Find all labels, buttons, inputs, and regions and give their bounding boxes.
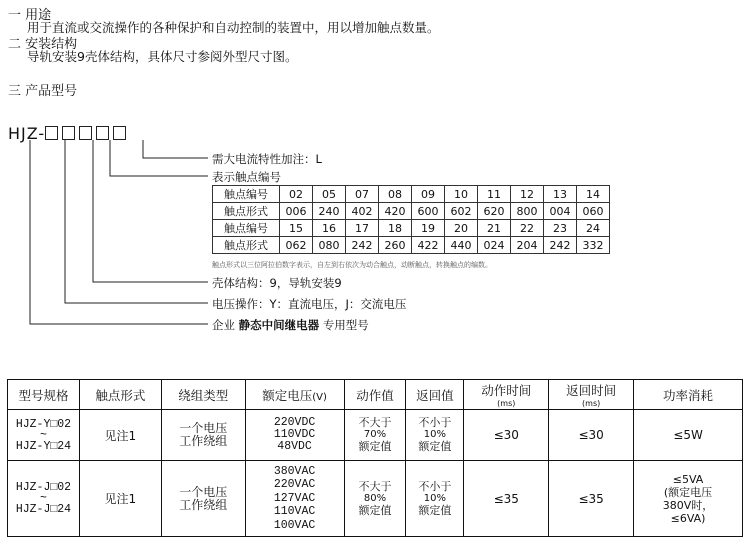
header-model: 型号规格	[8, 380, 80, 410]
coil-line-1: 一个电压	[179, 421, 228, 435]
cell-contact: 见注1	[79, 410, 161, 461]
dropout-line-1: 不小于	[418, 479, 452, 493]
header-op-time-unit: (ms)	[497, 399, 516, 408]
code-cell: 18	[379, 220, 412, 237]
code-cell: 14	[577, 186, 610, 203]
cell-coil	[161, 461, 245, 537]
cell-voltage	[245, 410, 344, 461]
voltage-value: 110VAC	[273, 505, 316, 519]
model-start: HJZ-J□02	[15, 481, 72, 494]
cell-dropout	[406, 461, 464, 537]
header-ret-time	[549, 380, 634, 410]
voltage-value: 127VAC	[273, 491, 316, 505]
code-cell: 08	[379, 186, 412, 203]
cell-op-time: ≤30	[464, 410, 549, 461]
dropout-line-3: 额定值	[418, 503, 452, 517]
code-cell: 332	[577, 237, 610, 254]
header-dropout: 返回值	[406, 380, 464, 410]
label-enterprise-a: 企业	[212, 318, 235, 332]
code-cell: 024	[478, 237, 511, 254]
code-cell: 15	[280, 220, 313, 237]
model-end: HJZ-Y□24	[15, 439, 72, 453]
code-cell: 07	[346, 186, 379, 203]
code-row-header: 触点编号	[213, 186, 280, 203]
code-row	[213, 186, 610, 203]
pickup-line-1: 不大于	[358, 479, 392, 493]
label-housing: 壳体结构：9，导轨安装9	[212, 276, 342, 290]
model-prefix: HJZ-	[8, 124, 46, 143]
code-cell: 242	[544, 237, 577, 254]
code-cell: 11	[478, 186, 511, 203]
code-cell: 21	[478, 220, 511, 237]
header-pickup: 动作值	[344, 380, 406, 410]
code-row-header: 触点编号	[213, 220, 280, 237]
code-cell: 800	[511, 203, 544, 220]
power-line-1: ≤5VA	[672, 472, 704, 486]
pickup-line-2: 80%	[363, 492, 387, 504]
label-enterprise-b: 静态中间继电器	[238, 318, 320, 332]
dropout-line-1: 不小于	[418, 416, 452, 429]
code-cell: 006	[280, 203, 313, 220]
code-cell: 600	[412, 203, 445, 220]
pickup-line-3: 额定值	[358, 503, 392, 517]
contact-form-note: 触点形式以三位阿拉伯数字表示，自左到右依次为动合触点，动断触点，转换触点的编数。	[212, 261, 492, 269]
power-line-3: 380V时，	[662, 498, 714, 512]
cell-contact: 见注1	[79, 461, 161, 537]
spec-header-row	[8, 380, 743, 410]
dropout-line-2: 10%	[423, 492, 446, 504]
model-tilde: ~	[40, 428, 47, 442]
code-row	[213, 220, 610, 237]
header-ret-time-label: 返回时间	[566, 383, 617, 398]
cell-ret-time: ≤35	[549, 461, 634, 537]
code-cell: 22	[511, 220, 544, 237]
pickup-line-3: 额定值	[358, 440, 392, 453]
model-tilde: ~	[40, 492, 47, 505]
dropout-line-3: 额定值	[418, 440, 452, 453]
code-cell: 12	[511, 186, 544, 203]
code-cell: 23	[544, 220, 577, 237]
code-cell: 402	[346, 203, 379, 220]
cell-op-time: ≤35	[464, 461, 549, 537]
dropout-line-2: 10%	[423, 429, 446, 440]
header-coil: 绕组类型	[161, 380, 245, 410]
header-op-time	[464, 380, 549, 410]
cell-dropout	[406, 410, 464, 461]
label-enterprise	[212, 317, 369, 333]
section-1-text: 用于直流或交流操作的各种保护和自动控制的装置中，用以增加触点数量。	[27, 20, 440, 35]
voltage-value: 380VAC	[273, 464, 316, 478]
header-voltage	[245, 380, 344, 410]
code-cell: 10	[445, 186, 478, 203]
section-2-text: 导轨安装9壳体结构，具体尺寸参阅外型尺寸图。	[27, 49, 298, 64]
cell-pickup	[344, 461, 406, 537]
code-cell: 16	[313, 220, 346, 237]
spec-table	[7, 379, 743, 537]
code-cell: 062	[280, 237, 313, 254]
cell-model	[8, 410, 80, 461]
code-cell: 204	[511, 237, 544, 254]
cell-pickup	[344, 410, 406, 461]
cell-ret-time: ≤30	[549, 410, 634, 461]
voltage-value: 220VDC	[273, 416, 316, 429]
code-cell: 620	[478, 203, 511, 220]
cell-power	[634, 461, 743, 537]
label-high-current: 需大电流特性加注：L	[212, 152, 322, 166]
header-op-time-label: 动作时间	[481, 383, 532, 398]
code-cell: 422	[412, 237, 445, 254]
header-voltage-label: 额定电压	[262, 387, 313, 403]
code-cell: 060	[577, 203, 610, 220]
label-enterprise-c: 专用型号	[322, 318, 369, 332]
cell-voltage	[245, 461, 344, 537]
code-cell: 19	[412, 220, 445, 237]
code-cell: 02	[280, 186, 313, 203]
contact-code-table	[212, 185, 610, 254]
code-cell: 13	[544, 186, 577, 203]
section-1-title: 一 用途	[8, 8, 52, 23]
code-row-header: 触点形式	[213, 237, 280, 254]
spec-row-ac	[8, 461, 743, 537]
voltage-value: 100VAC	[273, 518, 316, 532]
code-cell: 602	[445, 203, 478, 220]
code-cell: 080	[313, 237, 346, 254]
cell-model	[8, 461, 80, 537]
code-cell: 420	[379, 203, 412, 220]
power-line-2: (额定电压	[663, 485, 713, 499]
code-row	[213, 203, 610, 220]
code-cell: 17	[346, 220, 379, 237]
code-cell: 004	[544, 203, 577, 220]
header-voltage-unit: (V)	[312, 391, 327, 403]
code-cell: 440	[445, 237, 478, 254]
voltage-value: 48VDC	[277, 440, 312, 453]
header-contact: 触点形式	[79, 380, 161, 410]
section-3-title: 三 产品型号	[8, 84, 78, 99]
label-contact-code: 表示触点编号	[212, 170, 281, 184]
model-start: HJZ-Y□02	[15, 417, 72, 431]
code-row-header: 触点形式	[213, 203, 280, 220]
cell-coil	[161, 410, 245, 461]
section-2-title: 二 安装结构	[8, 37, 78, 52]
pickup-line-2: 70%	[363, 429, 387, 440]
power-line-4: ≤6VA)	[670, 511, 706, 525]
label-voltage: 电压操作：Y：直流电压，J：交流电压	[212, 297, 407, 311]
code-row	[213, 237, 610, 254]
code-cell: 24	[577, 220, 610, 237]
model-end: HJZ-J□24	[15, 503, 72, 516]
coil-line-2: 工作绕组	[179, 434, 228, 448]
code-cell: 05	[313, 186, 346, 203]
spec-row-dc	[8, 410, 743, 461]
coil-line-2: 工作绕组	[179, 497, 228, 512]
code-cell: 20	[445, 220, 478, 237]
voltage-value: 220VAC	[273, 478, 316, 492]
header-ret-time-unit: (ms)	[582, 399, 601, 408]
code-cell: 242	[346, 237, 379, 254]
voltage-value: 110VDC	[273, 428, 316, 441]
header-power: 功率消耗	[634, 380, 743, 410]
coil-line-1: 一个电压	[179, 484, 228, 499]
code-cell: 09	[412, 186, 445, 203]
code-cell: 260	[379, 237, 412, 254]
cell-power: ≤5W	[634, 410, 743, 461]
code-cell: 240	[313, 203, 346, 220]
pickup-line-1: 不大于	[358, 416, 392, 429]
